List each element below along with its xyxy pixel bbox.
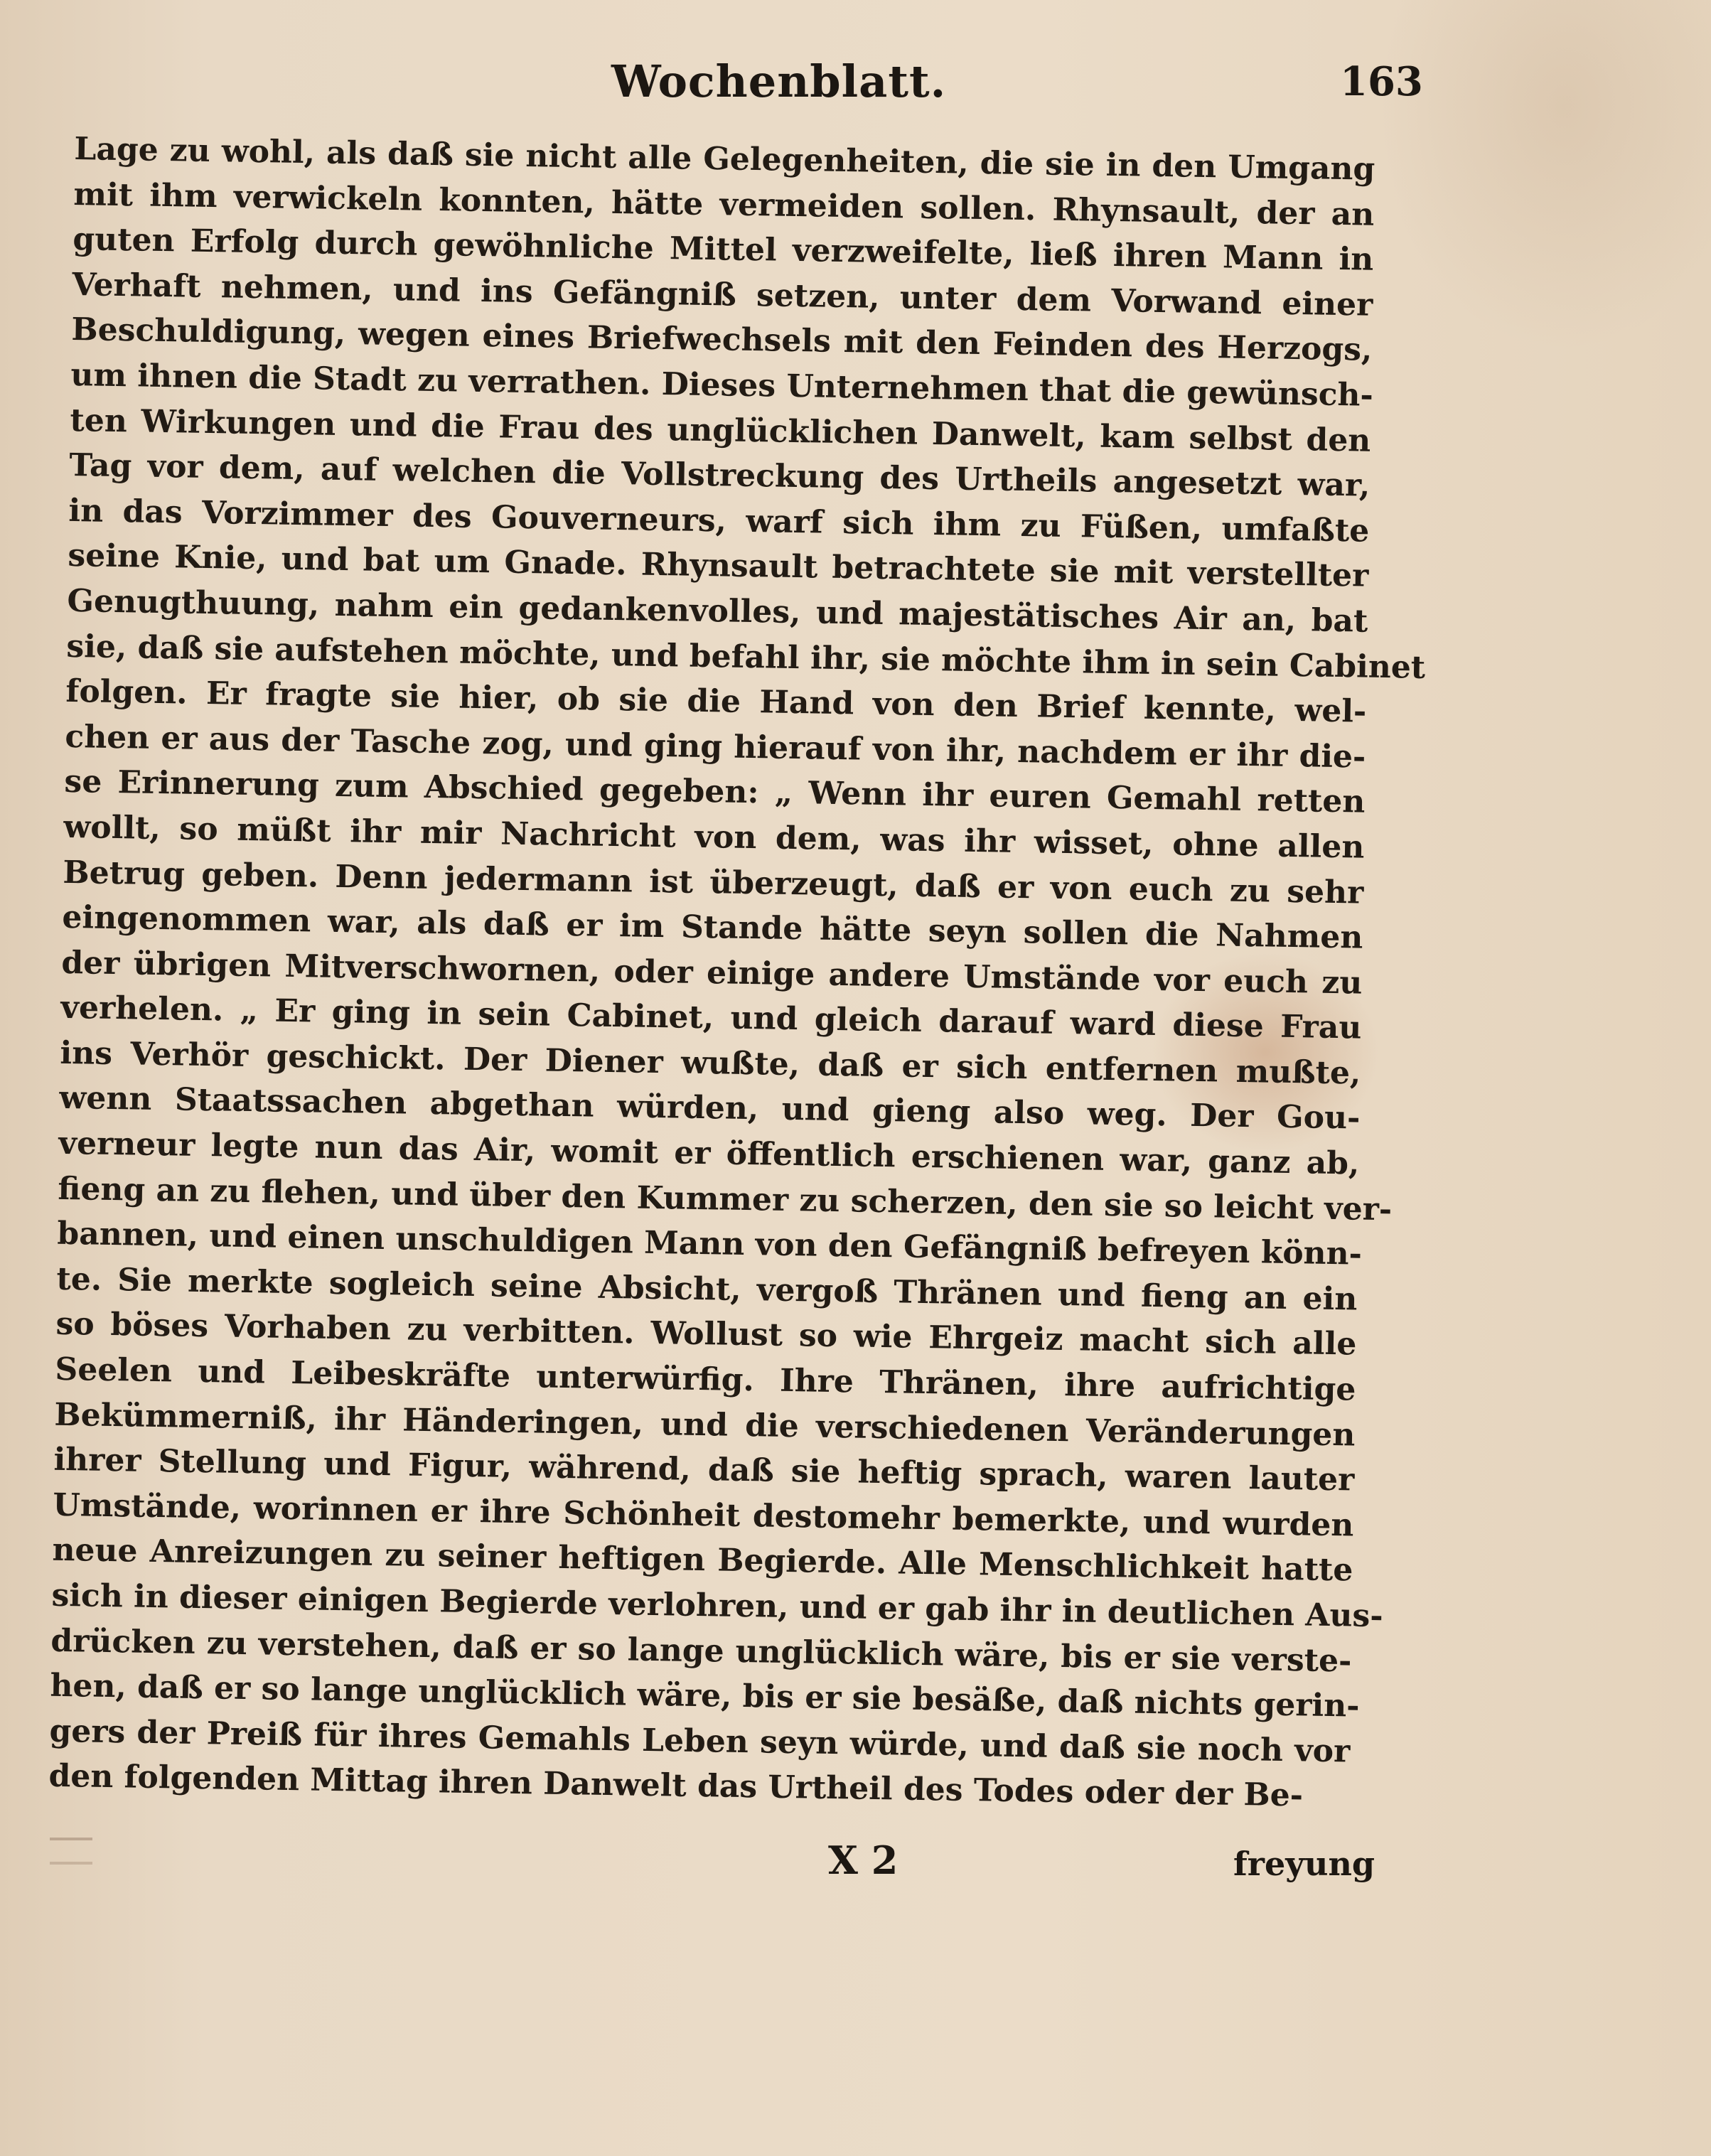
text-line: den folgenden Mittag ihren Danwelt das Urtheil des Todes oder der Be-	[48, 1758, 1304, 1814]
text-line: in das Vorzimmer des Gouverneurs, warf sich ihm zu Füßen, umfaßte	[68, 492, 1370, 549]
text-line: seine Knie, und bat um Gnade. Rhynsault betrachtete sie mit verstellter	[68, 537, 1369, 595]
text-line: ihrer Stellung und Figur, während, daß sie heftig sprach, waren lauter	[53, 1441, 1355, 1498]
running-title: Wochenblatt.	[611, 55, 947, 107]
text-line: eingenommen war, als daß er im Stande hätte seyn sollen die Nahmen	[62, 899, 1363, 956]
text-line: hen, daß er so lange unglücklich wäre, bis er sie besäße, daß nichts gerin-	[50, 1667, 1360, 1725]
page-footer	[0, 1838, 1711, 1902]
text-line: Beschuldigung, wegen eines Briefwechsels mit den Feinden des Herzogs,	[71, 311, 1373, 369]
text-line: fieng an zu flehen, und über den Kummer zu scherzen, den sie so leicht ver-	[58, 1170, 1393, 1228]
text-line: Genugthuung, nahm ein gedankenvolles, und majestätisches Air an, bat	[67, 582, 1368, 640]
signature-mark: X 2	[828, 1838, 899, 1883]
text-line: chen er aus der Tasche zog, und ging hierauf von ihr, nachdem er ihr die-	[65, 718, 1366, 776]
text-line: Tag vor dem, auf welchen die Vollstreckung des Urtheils angesetzt war,	[69, 447, 1371, 504]
text-line: guten Erfolg durch gewöhnliche Mittel verzweifelte, ließ ihren Mann in	[73, 221, 1374, 278]
text-line: verhelen. „ Er ging in sein Cabinet, und gleich darauf ward diese Frau	[60, 989, 1362, 1046]
text-line: drücken zu verstehen, daß er so lange unglücklich wäre, bis er sie verste-	[50, 1622, 1352, 1680]
text-line: wollt, so müßt ihr mir Nachricht von dem, was ihr wisset, ohne allen	[63, 808, 1365, 866]
text-line: Verhaft nehmen, und ins Gefängniß setzen, unter dem Vorwand einer	[72, 266, 1373, 323]
text-line: bannen, und einen unschuldigen Mann von den Gefängniß befreyen könn-	[57, 1216, 1363, 1272]
text-line: Umstände, worinnen er ihre Schönheit destomehr bemerkte, und wurden	[53, 1486, 1354, 1544]
text-line: ten Wirkungen und die Frau des unglücklichen Danwelt, kam selbst den	[70, 402, 1371, 459]
page-header	[0, 55, 1711, 119]
text-line: Bekümmerniß, ihr Händeringen, und die verschiedenen Veränderungen	[54, 1396, 1356, 1454]
text-line: um ihnen die Stadt zu verrathen. Dieses Unternehmen that die gewünsch-	[70, 356, 1374, 414]
text-line: Seelen und Leibeskräfte unterwürfig. Ihre Thränen, ihre aufrichtige	[55, 1351, 1356, 1408]
text-line: folgen. Er fragte sie hier, ob sie die Hand von den Brief kennte, wel-	[65, 673, 1367, 730]
text-line: mit ihm verwickeln konnten, hätte vermeiden sollen. Rhynsault, der an	[73, 176, 1375, 233]
text-line: Betrug geben. Denn jedermann ist überzeugt, daß er von euch zu sehr	[63, 854, 1364, 911]
text-line: wenn Staatssachen abgethan würden, und gieng also weg. Der Gou-	[59, 1080, 1361, 1137]
page-number: 163	[1340, 58, 1423, 105]
text-line: se Erinnerung zum Abschied gegeben: „ Wenn ihr euren Gemahl retten	[64, 763, 1366, 820]
text-line: neue Anreizungen zu seiner heftigen Begierde. Alle Menschlichkeit hatte	[52, 1532, 1353, 1589]
text-line: so böses Vorhaben zu verbitten. Wollust so wie Ehrgeiz macht sich alle	[55, 1306, 1357, 1363]
text-line: te. Sie merkte sogleich seine Absicht, vergoß Thränen und fieng an ein	[56, 1260, 1358, 1318]
text-line: ins Verhör geschickt. Der Diener wußte, daß er sich entfernen mußte,	[60, 1034, 1361, 1092]
text-line: sich in dieser einigen Begierde verlohren, und er gab ihr in deutlichen Aus-	[51, 1577, 1383, 1635]
text-line: verneur legte nun das Air, womit er öffentlich erschienen war, ganz ab,	[58, 1125, 1360, 1182]
text-line: sie, daß sie aufstehen möchte, und befahl ihr, sie möchte ihm in sein Cabinet	[66, 628, 1426, 686]
text-line: gers der Preiß für ihres Gemahls Leben seyn würde, und daß sie noch vor	[49, 1712, 1351, 1770]
text-line: der übrigen Mitverschwornen, oder einige andere Umstände vor euch zu	[61, 944, 1363, 1002]
body-text	[48, 127, 1426, 1819]
catchword: freyung	[1233, 1845, 1375, 1883]
text-line: Lage zu wohl, als daß sie nicht alle Gelegenheiten, die sie in den Umgang	[74, 130, 1375, 188]
